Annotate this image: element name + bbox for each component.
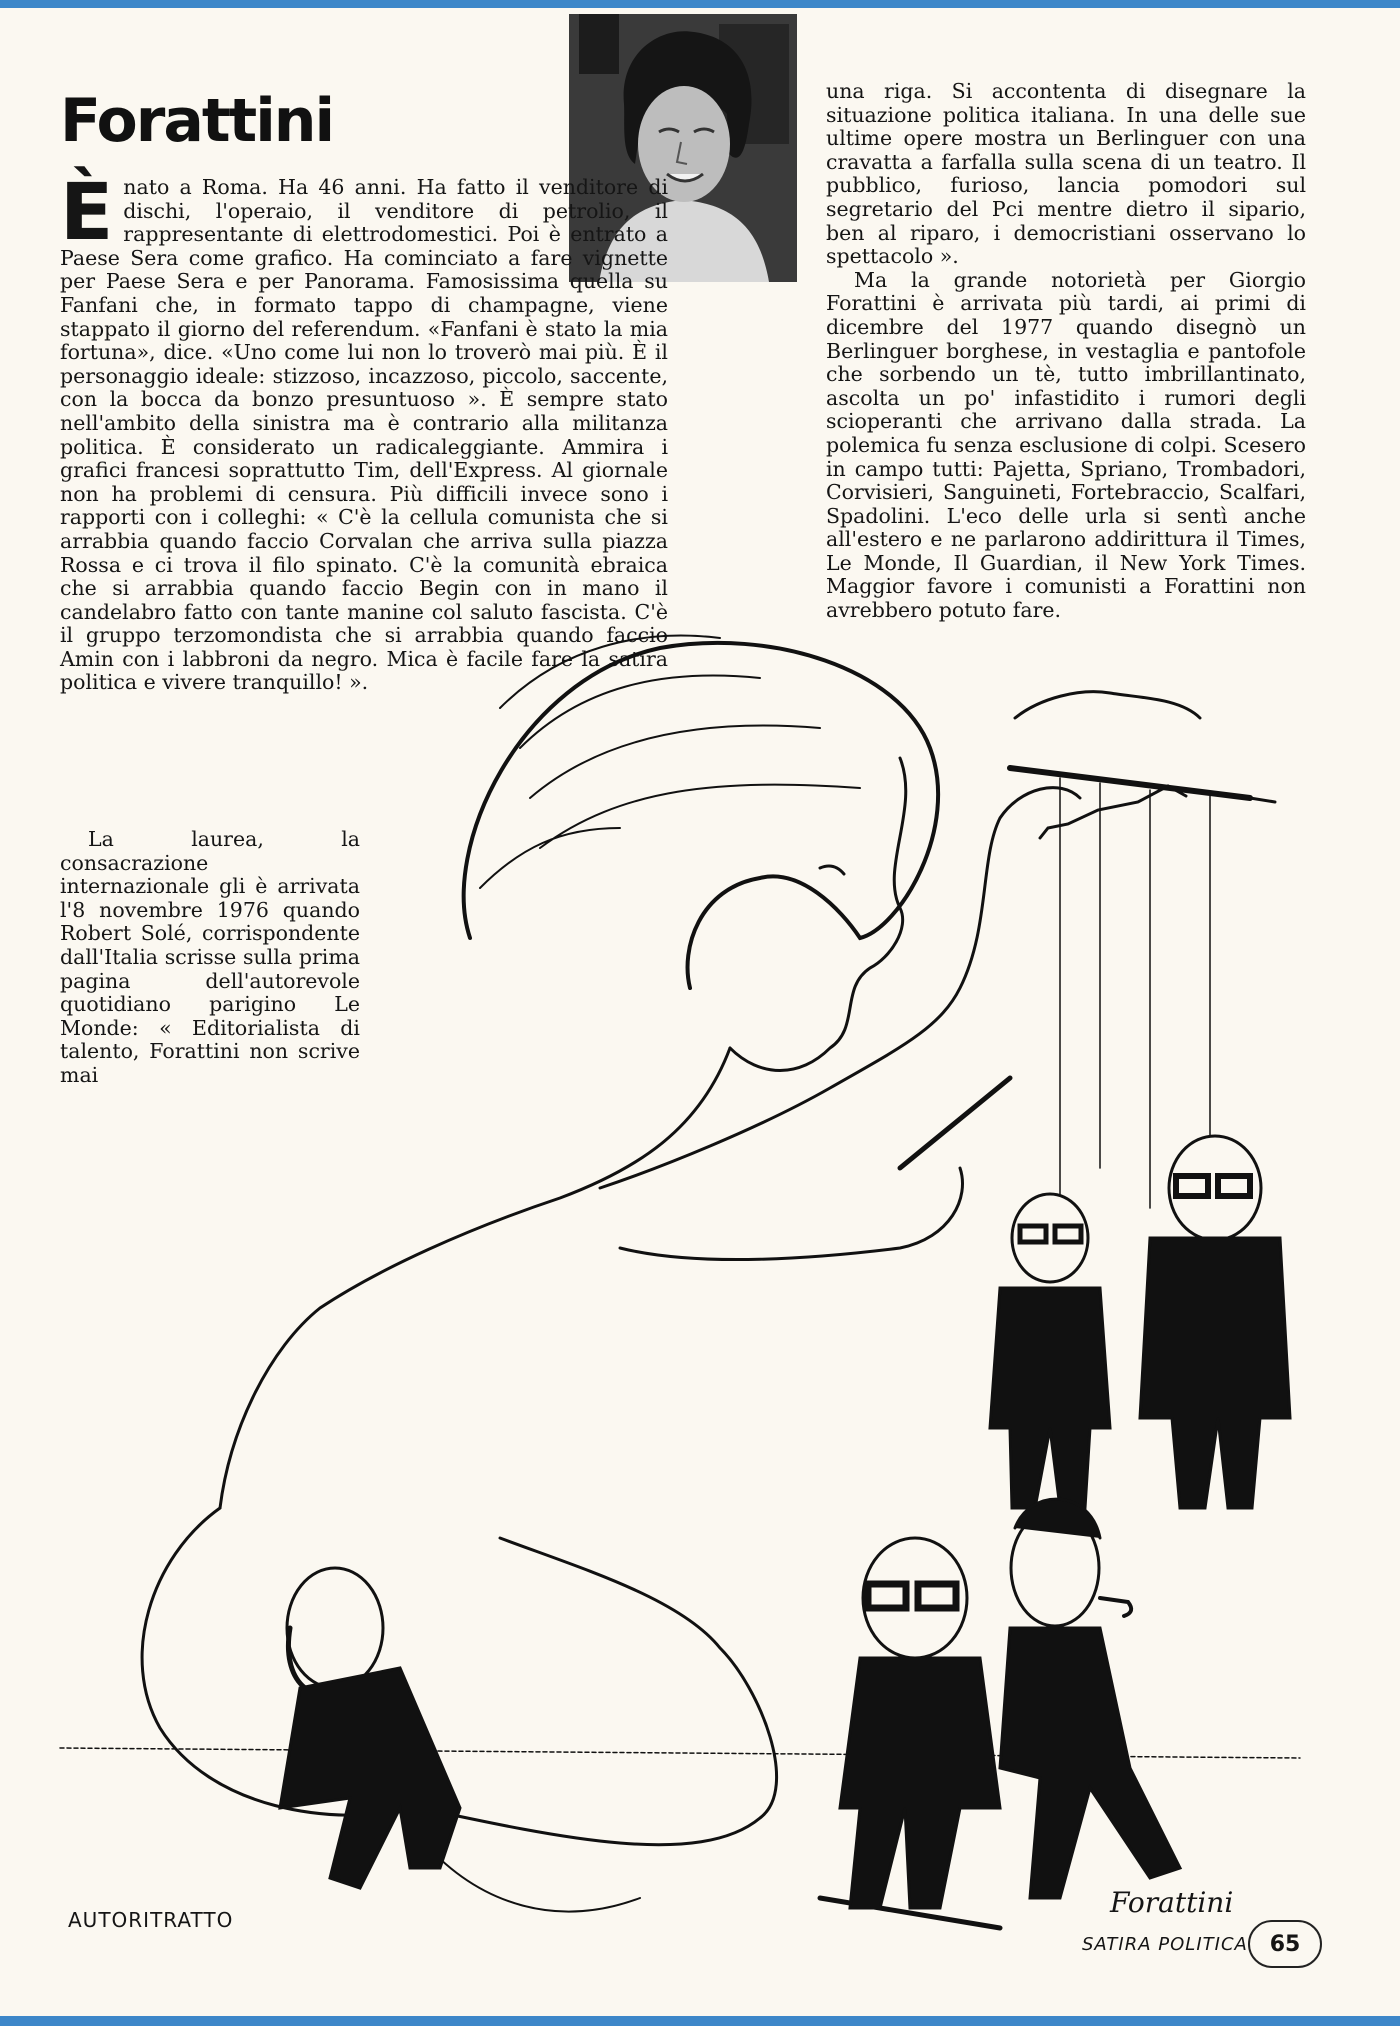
politician-puppet-2 <box>1140 1136 1290 1508</box>
bottom-scan-edge <box>0 2016 1400 2026</box>
politician-puppet-1 <box>990 1194 1110 1508</box>
top-scan-edge <box>0 0 1400 8</box>
article-right-column <box>826 80 1306 623</box>
page-number: 65 <box>1248 1920 1322 1968</box>
self-portrait-cartoon <box>0 608 1400 1968</box>
politician-puppet-4 <box>1000 1499 1180 1898</box>
drop-cap: È <box>60 168 114 258</box>
article-paragraph: nato a Roma. Ha 46 anni. Ha fatto il venditore di dischi, l'operaio, il venditore di petrolio, il rappresentante di elettrodomestici. Poi è entrato a Paese Sera come grafico. Ha cominciato a fare vignette per Paese Sera e per Panorama. Famosissima quella su Fanfani che, in formato tappo di champagne, viene stappato il giorno del referendum. «Fanfani è stato la mia fortuna», dice. «Uno come lui non lo troverò mai più. È il personaggio ideale: stizzoso, incazzoso, piccolo, saccente, con la bocca da bonzo presuntuoso ». È sempre stato nell'ambito della sinistra ma è contrario alla militanza politica. È considerato un radicaleggiante. Ammira i grafici francesi soprattutto Tim, dell'Express. Al giornale non ha problemi di censura. Più difficili invece sono i rapporti con i colleghi: « C'è la cellula comunista che si arrabbia quando faccio Corvalan che arriva sulla piazza Rossa e ci trova il filo spinato. C'è la comunità ebraica che si arrabbia quando faccio Begin con in mano il candelabro fatto con tante manine col saluto fascista. C'è il gruppo terzomondista che si arrabbia quando faccio Amin con i labbroni da negro. Mica è facile fare la satira politica e vivere tranquillo! ». <box>60 175 668 695</box>
cartoon-caption: AUTORITRATTO <box>68 1908 234 1932</box>
article-paragraph: Ma la grande notorietà per Giorgio Forattini è arrivata più tardi, ai primi di dicembre del 1977 quando disegnò un Berlinguer borghese, in vestaglia e pantofole che sorbendo un tè, tutto imbrillantinato, ascolta un po' infastidito i rumori degli scioperanti che arrivano dalla strada. La polemica fu senza esclusione di colpi. Scesero in campo tutti: Pajetta, Spriano, Trombadori, Corvisieri, Sanguineti, Fortebraccio, Scalfari, Spadolini. L'eco delle urla si sentì anche all'estero e ne parlarono addirittura il Times, Le Monde, Il Guardian, il New York Times. Maggior favore i comunisti a Forattini non avrebbero potuto fare. <box>826 267 1306 623</box>
artist-signature: Forattini <box>1110 1886 1234 1919</box>
article-paragraph: una riga. Si accontenta di disegnare la situazione politica italiana. In una delle sue ultime opere mostra un Berlinguer con una cravatta a farfalla sulla scena di un teatro. Il pubblico, furioso, lancia pomodori sul segretario del Pci mentre dietro il sipario, ben al riparo, i democristiani osservano lo spettacolo ». <box>826 79 1306 269</box>
section-label: SATIRA POLITICA <box>1082 1934 1248 1955</box>
article-title: Forattini <box>60 86 334 156</box>
article-paragraph: La laurea, la consacrazione internazionale gli è arrivata l'8 novembre 1976 quando Robert Solé, corrispondente dall'Italia scrisse sulla prima pagina dell'autorevole quotidiano parigino Le Monde: « Editorialista di talento, Forattini non scrive mai <box>60 827 360 1087</box>
politician-puppet-3 <box>840 1538 1000 1908</box>
politician-puppet-5 <box>280 1568 460 1888</box>
magazine-page <box>0 8 1400 2016</box>
